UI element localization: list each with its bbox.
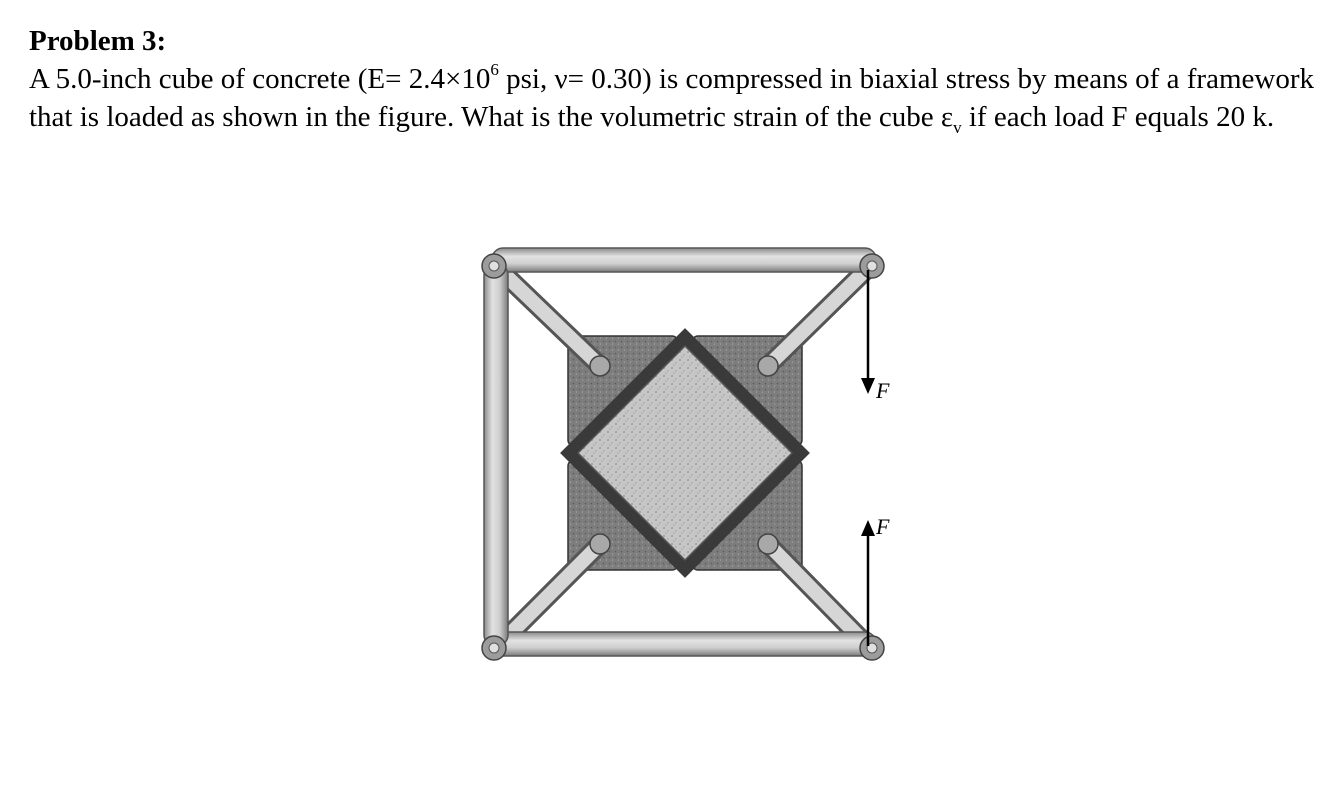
pin-inner-bottom-left (590, 534, 610, 554)
arrow-down-icon (861, 378, 875, 394)
diagonal-bar-bottom-left (498, 544, 600, 646)
statement-subscript: v (953, 117, 962, 137)
problem-title: Problem 3: (29, 25, 167, 57)
pin-inner-top-right (758, 356, 778, 376)
framework-figure (470, 238, 910, 678)
force-arrow-top (861, 270, 890, 403)
framework-diagram (470, 238, 910, 678)
problem-statement (29, 60, 1314, 136)
statement-part-2: psi, ν= 0.30) is compressed in biaxial stress by means of a framework that is loaded as shown in the figure. What is the volumetric strain of the cube ε (29, 63, 1314, 133)
pin-inner-bottom-right (758, 534, 778, 554)
diagonal-bar-bottom-right (768, 544, 868, 646)
statement-part-1: A 5.0-inch cube of concrete (E= 2.4×10 (29, 63, 491, 95)
problem-section (29, 22, 1319, 136)
statement-part-3: if each load F equals 20 k. (961, 101, 1275, 133)
force-arrow-bottom (861, 514, 890, 646)
frame-bar-left (484, 264, 508, 646)
statement-exponent: 6 (490, 60, 499, 80)
force-label-bottom: F (876, 514, 890, 539)
frame-bar-top (492, 248, 876, 272)
force-label-top: F (876, 378, 890, 403)
pin-inner-top-left (590, 356, 610, 376)
diagonal-bar-top-right (768, 268, 868, 366)
arrow-up-icon (861, 520, 875, 536)
diagonal-bar-top-left (498, 268, 600, 366)
frame-bar-bottom (492, 632, 876, 656)
